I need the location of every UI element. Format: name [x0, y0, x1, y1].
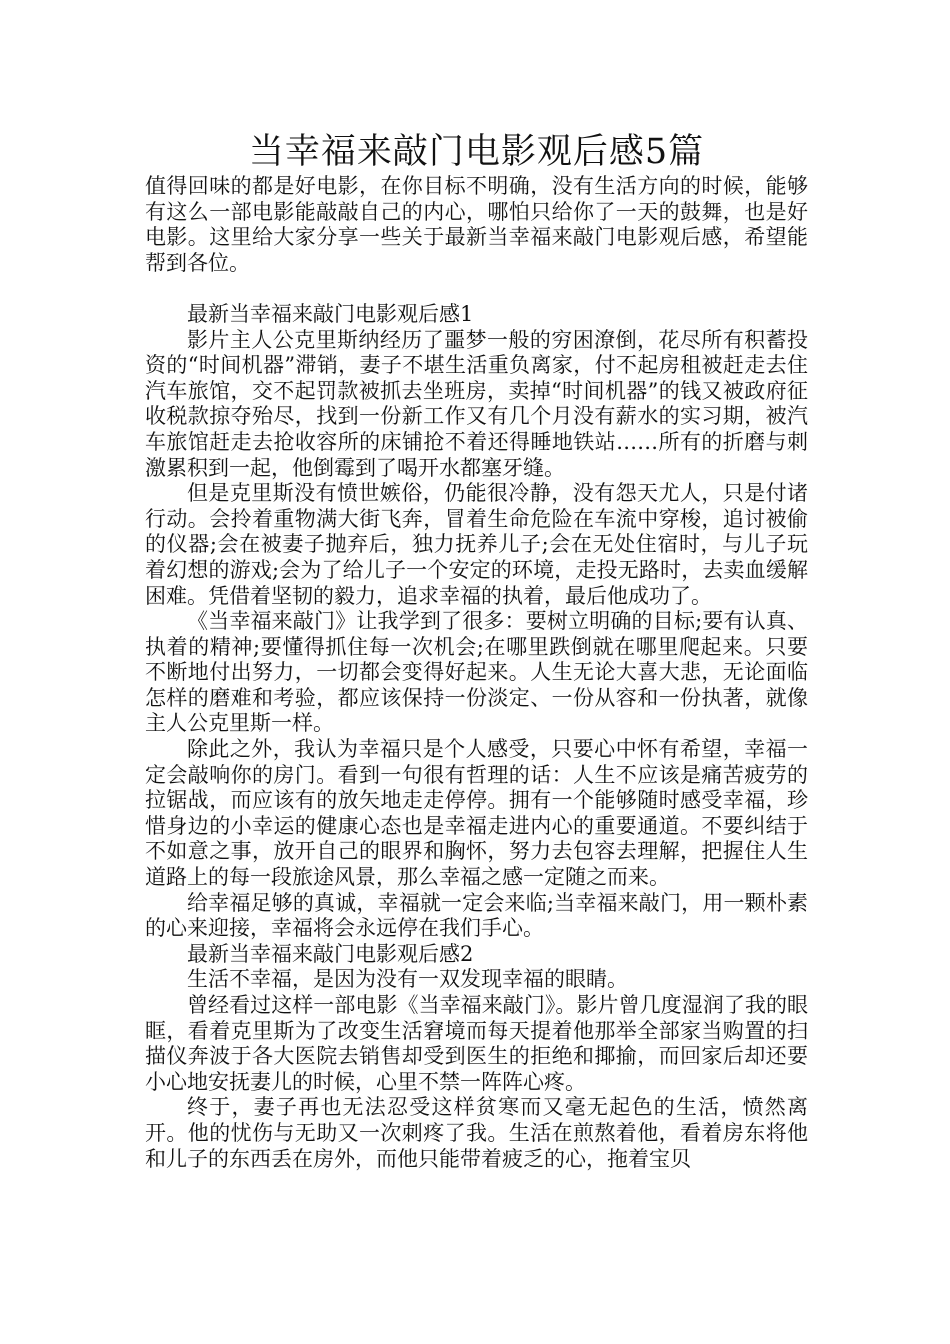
section1-heading: 最新当幸福来敲门电影观后感1: [187, 301, 474, 326]
section1-paragraph-2: 但是克里斯没有愤世嫉俗，仍能很冷静，没有怨天尤人，只是付诸行动。会拎着重物满大街飞奔，冒着生命危险在车流中穿梭，追讨被偷的仪器;会在被妻子抛弃后，独力抚养儿子;会在无处住宿时，与儿子玩着幻想的游戏;会为了给儿子一个安定的环境，走投无路时，去卖血缓解困难。凭借着坚韧的毅力，追求幸福的执着，最后他成功了。: [145, 481, 808, 608]
document-page: [145, 130, 808, 1172]
intro-paragraph: 值得回味的都是好电影，在你目标不明确，没有生活方向的时候，能够有这么一部电影能敲敲自己的内心，哪怕只给你了一天的鼓舞，也是好电影。这里给大家分享一些关于最新当幸福来敲门电影观后感，希望能帮到各位。: [145, 174, 808, 275]
section1-paragraph-4: 除此之外，我认为幸福只是个人感受，只要心中怀有希望，幸福一定会敲响你的房门。看到一句很有哲理的话：人生不应该是痛苦疲劳的拉锯战，而应该有的放矢地走走停停。拥有一个能够随时感受幸福，珍惜身边的小幸运的健康心态也是幸福走进内心的重要通道。不要纠结于不如意之事，放开自己的眼界和胸怀，努力去包容去理解，把握住人生道路上的每一段旅途风景，那么幸福之感一定随之而来。: [145, 737, 808, 890]
blank-line: [145, 276, 808, 302]
section1-paragraph-1: 影片主人公克里斯纳经历了噩梦一般的穷困潦倒，花尽所有积蓄投资的“时间机器”滞销，妻子不堪生活重负离家，付不起房租被赶走去住汽车旅馆，交不起罚款被抓去坐班房，卖掉“时间机器”的钱又被政府征收税款掠夺殆尽，找到一份新工作又有几个月没有薪水的实习期，被汽车旅馆赶走去抢收容所的床铺抢不着还得睡地铁站……所有的折磨与刺激累积到一起，他倒霉到了喝开水都塞牙缝。: [145, 327, 808, 480]
document-title: 当幸福来敲门电影观后感5篇: [248, 132, 705, 172]
section1-paragraph-5: 给幸福足够的真诚，幸福就一定会来临;当幸福来敲门，用一颗朴素的心来迎接，幸福将会永远停在我们手心。: [145, 890, 808, 941]
section2-paragraph-2: 曾经看过这样一部电影《当幸福来敲门》。影片曾几度湿润了我的眼眶，看着克里斯为了改变生活窘境而每天提着他那举全部家当购置的扫描仪奔波于各大医院去销售却受到医生的拒绝和揶揄，而回家后却还要小心地安抚妻儿的时候，心里不禁一阵阵心疼。: [145, 993, 808, 1094]
section2-heading: 最新当幸福来敲门电影观后感2: [187, 941, 474, 966]
section2-paragraph-1: 生活不幸福，是因为没有一双发现幸福的眼睛。: [187, 967, 628, 992]
section2-paragraph-3: 终于，妻子再也无法忍受这样贫寒而又毫无起色的生活，愤然离开。他的忧伤与无助又一次刺疼了我。生活在煎熬着他，看着房东将他和儿子的东西丢在房外，而他只能带着疲乏的心，拖着宝贝: [145, 1095, 808, 1171]
section1-paragraph-3: 《当幸福来敲门》让我学到了很多：要树立明确的目标;要有认真、执着的精神;要懂得抓住每一次机会;在哪里跌倒就在哪里爬起来。只要不断地付出努力，一切都会变得好起来。人生无论大喜大悲，无论面临怎样的磨难和考验，都应该保持一份淡定、一份从容和一份执著，就像主人公克里斯一样。: [145, 609, 808, 736]
